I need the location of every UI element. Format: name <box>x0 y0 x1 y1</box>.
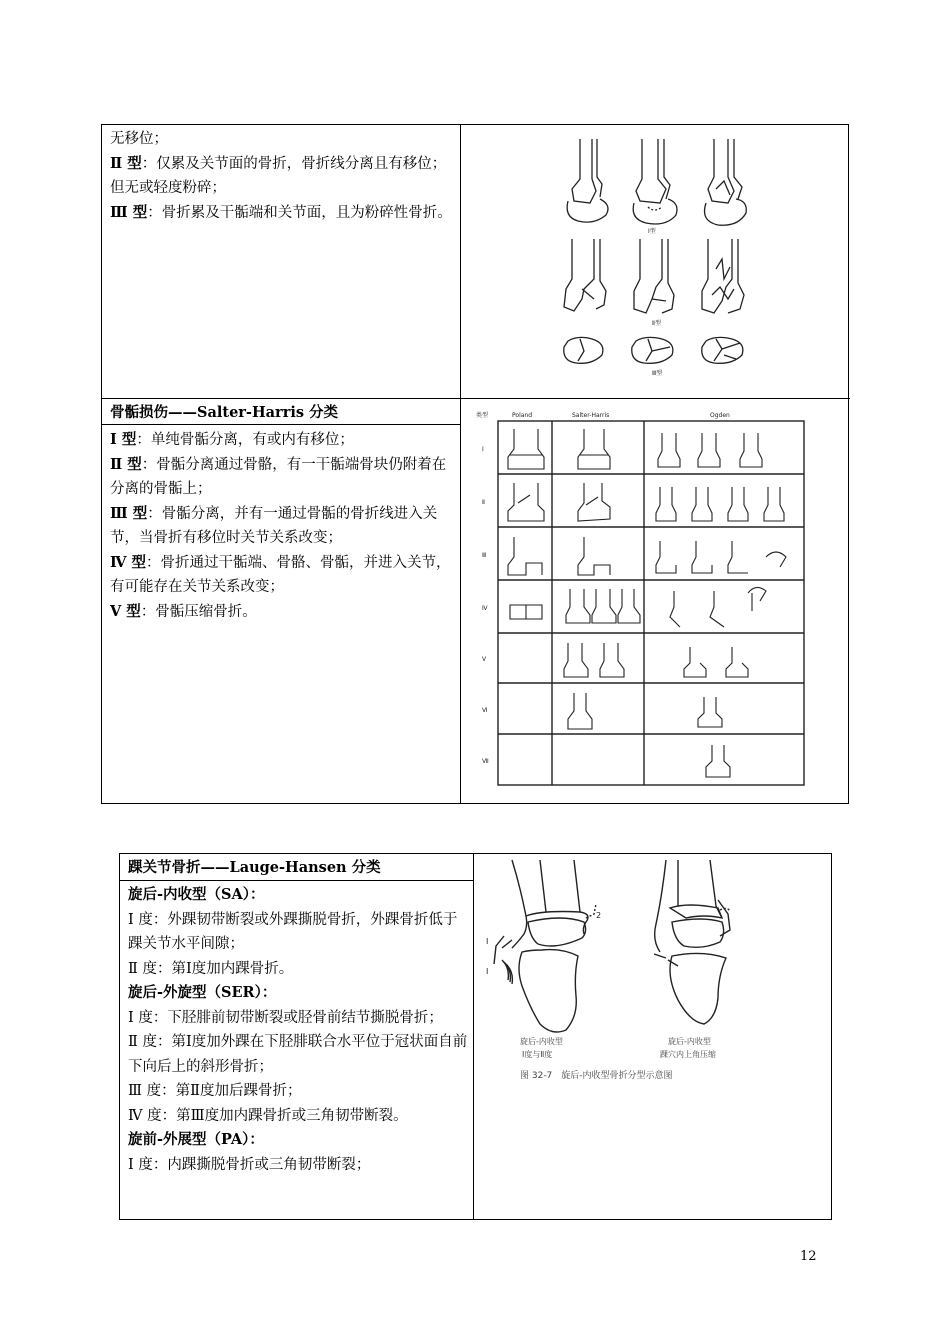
fig-row-label-4: Ⅳ <box>482 605 488 612</box>
page-number: 12 <box>800 1249 817 1264</box>
ankle-captions <box>520 1036 716 1081</box>
table-2-column-divider <box>473 854 474 1219</box>
fig-bone-sketches <box>508 429 786 777</box>
sh-type1-text: ：单纯骨骺分离，有或内有移位； <box>136 432 354 448</box>
salter-harris-figure <box>470 407 808 787</box>
sh-type4-text: ：骨折通过干骺端、骨骼、骨骺，并进入关节，有可能存在关节关系改变； <box>110 554 451 595</box>
row1-text-cell <box>110 127 454 225</box>
fig-row-label-6: Ⅵ <box>482 707 488 714</box>
type2-text: ：仅累及关节面的骨折，骨折线分离且有移位；但无或轻度粉碎； <box>110 155 447 196</box>
sh-type3-text: ：骨骺分离，并有一通过骨骺的骨折线进入关节，当骨折有移位时关节关系改变； <box>110 505 438 546</box>
ankle-drawing-right <box>654 860 730 1024</box>
sh-type2-text: ：骨骺分离通过骨骼，有一干骺端骨块仍附着在分离的骨骺上； <box>110 456 447 497</box>
type2-label: Ⅱ 型 <box>110 154 142 172</box>
ankle-mark-2: 2 <box>596 911 602 920</box>
sh-type1-label: Ⅰ 型 <box>110 431 137 448</box>
sa-title: 旋后-内收型（SA）： <box>128 886 265 903</box>
fig-row-label-2: Ⅱ <box>482 499 485 506</box>
left-caption-1: 旋后-内收型 <box>520 1037 563 1046</box>
sa-line-2: Ⅱ 度：第Ⅰ度加内踝骨折。 <box>128 960 294 977</box>
fig-row-label-7: Ⅶ <box>482 758 489 765</box>
sh-type4 <box>110 551 454 600</box>
lauge-header-underline <box>120 880 473 881</box>
fig-col-header-salter: Salter-Harris <box>572 412 610 419</box>
left-caption-2: Ⅰ度与Ⅱ度 <box>522 1050 553 1059</box>
fracture-drawing-2a <box>564 239 606 311</box>
sh-type1 <box>110 428 454 453</box>
fracture-drawing-3b <box>632 337 673 363</box>
sh-type5-label: Ⅴ 型 <box>110 602 141 620</box>
table-1 <box>101 124 849 804</box>
lauge-hansen-header: 踝关节骨折——Lauge-Hansen 分类 <box>128 859 381 876</box>
fig-row-label-1: Ⅰ <box>482 446 484 453</box>
fracture-drawing-3c <box>702 337 743 363</box>
fig-col-header-type: 类型 <box>476 412 489 419</box>
ser-line-3: Ⅲ 度：第Ⅱ度加后踝骨折； <box>128 1083 302 1099</box>
table-2 <box>119 853 832 1220</box>
fracture-drawing-2b <box>634 239 674 313</box>
sh-type2-label: Ⅱ 型 <box>110 455 142 473</box>
fracture-drawing-2c <box>702 239 744 313</box>
fig-row-label-3: Ⅲ <box>482 552 487 559</box>
sh-type4-label: Ⅳ 型 <box>110 553 147 571</box>
row1-type3 <box>110 201 454 226</box>
right-caption-1: 旋后-内收型 <box>668 1037 711 1046</box>
ankle-fracture-figure <box>482 856 782 1088</box>
figure-caption: 图 32-7 旋后-内收型骨折分型示意图 <box>520 1071 673 1081</box>
sh-type3-label: Ⅲ 型 <box>110 504 148 522</box>
type3-text: ：骨折累及干骺端和关节面，且为粉碎性骨折。 <box>147 204 452 221</box>
row1-type2 <box>110 152 454 201</box>
pa-line-1: Ⅰ 度：内踝撕脱骨折或三角韧带断裂； <box>128 1156 371 1173</box>
ser-title: 旋后-外旋型（SER）： <box>128 984 277 1001</box>
table-1-column-divider <box>460 125 461 803</box>
ser-line-2: Ⅱ 度：第Ⅰ度加外踝在下胫腓联合水平位于冠状面自前下向后上的斜形骨折； <box>128 1034 468 1075</box>
fracture-drawing-1a <box>567 139 608 222</box>
ser-line-4: Ⅳ 度：第Ⅲ度加内踝骨折或三角韧带断裂。 <box>128 1107 408 1124</box>
table-1-row-divider <box>102 398 850 399</box>
fig-col-header-poland: Poland <box>512 412 533 419</box>
salter-harris-list <box>110 428 454 624</box>
fracture-drawing-1b <box>633 139 677 224</box>
sa-line-1: Ⅰ 度：外踝韧带断裂或外踝撕脱骨折，外踝骨折低于踝关节水平间隙； <box>128 911 458 952</box>
ser-line-1: Ⅰ 度：下胫腓前韧带断裂或胫骨前结节撕脱骨折； <box>128 1009 443 1026</box>
salter-harris-header: 骨骺损伤——Salter-Harris 分类 <box>110 404 339 421</box>
sh-type5 <box>110 600 454 625</box>
type3-label: Ⅲ 型 <box>110 203 148 221</box>
ankle-mark-i2: Ⅰ <box>486 967 489 976</box>
fig-label-type3: Ⅲ型 <box>652 370 663 377</box>
sh-type3 <box>110 502 454 551</box>
fracture-drawing-3a <box>564 337 603 363</box>
pa-title: 旋前-外展型（PA）： <box>128 1131 264 1148</box>
sh-type2 <box>110 453 454 502</box>
fracture-types-figure <box>502 129 802 391</box>
lauge-hansen-list <box>128 883 468 1177</box>
fig-col-header-ogden: Ogden <box>710 412 730 419</box>
right-caption-2: 踝穴内上角压缩 <box>660 1050 716 1059</box>
fig-row-labels <box>482 446 489 765</box>
fig-row-label-5: Ⅴ <box>482 656 487 663</box>
fig-label-type2: Ⅱ型 <box>652 320 661 327</box>
ankle-drawing-left <box>494 860 596 1032</box>
fig-grid <box>498 421 804 785</box>
ankle-mark-i1: Ⅰ <box>486 937 489 946</box>
fig-label-type1: Ⅰ型 <box>648 228 656 235</box>
fracture-drawing-1c <box>705 139 747 225</box>
row1-line1: 无移位； <box>110 131 168 147</box>
sh-type5-text: ：骨骺压缩骨折。 <box>140 603 257 620</box>
